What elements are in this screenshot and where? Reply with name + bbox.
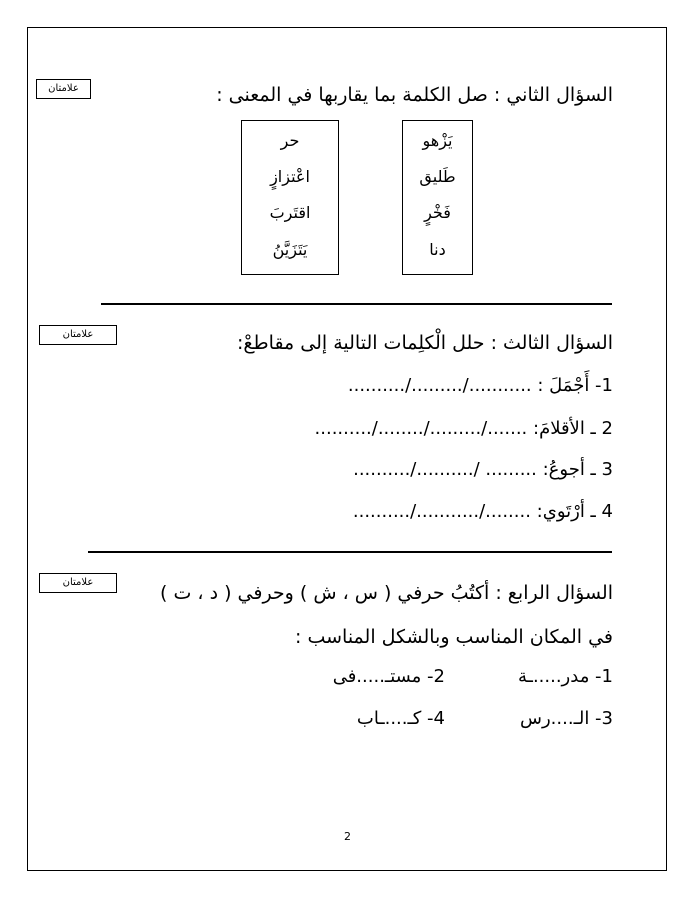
- q2-left-word: اقتَربَ: [269, 203, 311, 222]
- q3-item: 4 ـ أرْتَوي: ......../.........../..........: [352, 501, 613, 522]
- q2-left-word: اعْتزازٍ: [270, 167, 310, 186]
- q2-left-word: حر: [280, 131, 300, 150]
- q2-right-word: فَخْرٍ: [424, 203, 451, 222]
- q3-item: 3 ـ أجوعُ: ......... /........../..........: [353, 459, 613, 480]
- page-number: 2: [344, 830, 351, 843]
- q4-blank-1: 1- مدر.....ـة: [518, 666, 613, 687]
- q3-title: السؤال الثالث : حلل الْكلِمات التالية إلى مقاطعْ:: [237, 332, 613, 354]
- q2-right-word: طَليق: [419, 167, 456, 186]
- q3-item: 1- أَجْمَلَ : .........../........./..........: [347, 375, 613, 396]
- q2-right-word: يَزْهو: [422, 131, 453, 150]
- marks-box-q2: علامتان: [36, 79, 91, 99]
- marks-box-q4: علامتان: [39, 573, 117, 593]
- page-frame: [27, 27, 667, 871]
- section-divider: [88, 551, 612, 553]
- q4-subtitle: في المكان المناسب وبالشكل المناسب :: [295, 626, 613, 648]
- q3-item: 2 ـ الأقلامَ: ......./........./......../..........: [314, 418, 613, 439]
- section-divider: [101, 303, 612, 305]
- q2-right-box: [402, 120, 473, 275]
- q4-blank-3: 3- الـ....رس: [520, 708, 613, 729]
- q2-left-box: [241, 120, 339, 275]
- q2-right-word: دنا: [429, 240, 446, 259]
- q4-blank-4: 4- كـ....ـاب: [356, 708, 445, 729]
- q2-left-word: يَتَزَيَّنُ: [272, 240, 308, 259]
- marks-box-q3: علامتان: [39, 325, 117, 345]
- q4-blank-2: 2- مستـ.....فى: [332, 666, 445, 687]
- q4-title: السؤال الرابع : أكتُبُ حرفي ( س ، ش ) وحرفي ( د ، ت ): [160, 582, 613, 604]
- q2-title: السؤال الثاني : صل الكلمة بما يقاربها في المعنى :: [216, 84, 613, 106]
